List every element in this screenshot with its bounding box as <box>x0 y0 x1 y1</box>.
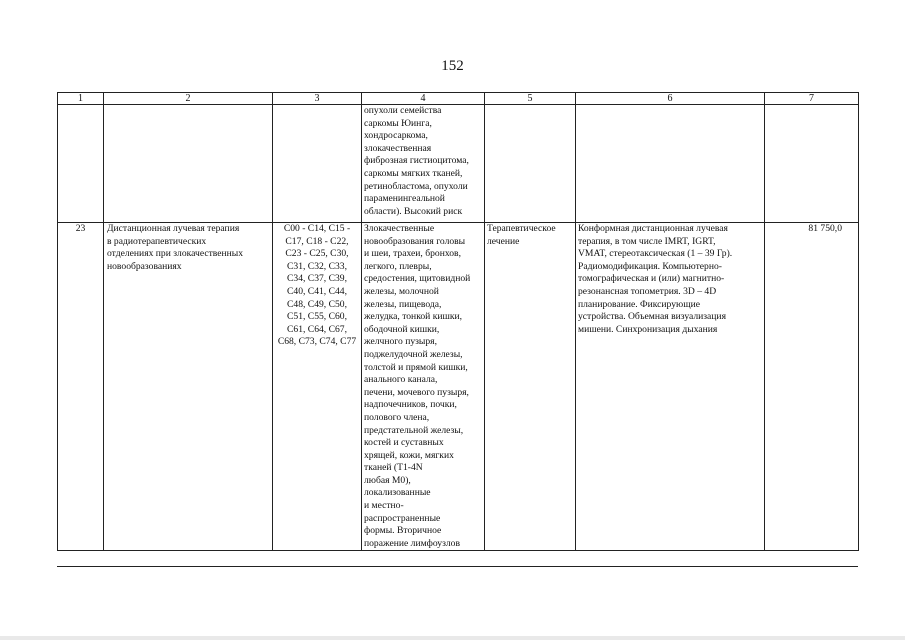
text-line: желудка, тонкой кишки, <box>364 311 463 323</box>
text-line: печени, мочевого пузыря, <box>364 386 469 398</box>
text-line: C48, C49, C50, <box>287 298 347 310</box>
text-line: хондросаркома, <box>364 130 428 142</box>
treatment-method <box>576 223 765 551</box>
patient-model <box>362 223 485 551</box>
text-line: C00 - C14, C15 - <box>283 223 351 234</box>
text-line: Дистанционная лучевая терапия <box>107 223 240 234</box>
text-line: распространенные <box>364 512 441 524</box>
text-line: костей и суставных <box>364 437 444 449</box>
text-line: опухоли семейства <box>364 105 442 116</box>
text-line: саркомы мягких тканей, <box>364 167 463 179</box>
medical-services-table <box>57 92 859 551</box>
treatment-type <box>485 223 576 551</box>
text-line: надпочечников, почки, <box>364 399 457 411</box>
table-bottom-rule <box>57 566 858 567</box>
text-line: предстательной железы, <box>364 424 464 436</box>
table-row-continuation <box>58 105 859 223</box>
text-line: полового члена, <box>364 411 430 423</box>
text-line: C34, C37, C39, <box>287 273 347 285</box>
service-name <box>104 223 273 551</box>
text-line: и местно- <box>364 500 404 512</box>
header-col-2: 2 <box>104 93 273 105</box>
cell-empty <box>765 105 859 223</box>
text-line: в радиотерапевтических <box>107 235 207 247</box>
text-line: анального канала, <box>364 374 438 386</box>
header-col-7: 7 <box>765 93 859 105</box>
text-line: железы, пищевода, <box>364 298 442 310</box>
cost-value: 81 750,0 <box>765 223 859 551</box>
cell-empty <box>576 105 765 223</box>
header-col-6: 6 <box>576 93 765 105</box>
text-line: новообразования головы <box>364 235 466 247</box>
cell-empty <box>485 105 576 223</box>
text-line: новообразованиях <box>107 260 182 272</box>
text-line: C51, C55, C60, <box>287 311 347 323</box>
text-line: ободочной кишки, <box>364 323 440 335</box>
header-col-5: 5 <box>485 93 576 105</box>
text-line: хрящей, кожи, мягких <box>364 449 454 461</box>
text-line: фиброзная гистиоцитома, <box>364 155 469 167</box>
text-line: планирование. Фиксирующие <box>578 298 700 310</box>
text-line: легкого, плевры, <box>364 260 432 272</box>
page-number: 152 <box>441 58 464 74</box>
text-line: любая M0), <box>364 474 411 486</box>
text-line: параменингеальной <box>364 193 445 205</box>
text-line: резонансная топометрия. 3D – 4D <box>578 285 717 297</box>
text-line: поражение лимфоузлов <box>364 537 461 549</box>
text-line: мишени. Синхронизация дыхания <box>578 323 718 335</box>
text-line: лечение <box>487 235 520 247</box>
text-line: поджелудочной железы, <box>364 348 463 360</box>
text-line: формы. Вторичное <box>364 525 442 537</box>
text-line: желчного пузыря, <box>364 336 437 348</box>
text-line: C23 - C25, C30, <box>285 248 349 260</box>
cell-model-continuation <box>362 105 485 223</box>
cell-empty <box>104 105 273 223</box>
row-number: 23 <box>58 223 104 551</box>
text-line: VMAT, стереотаксическая (1 – 39 Гр). <box>578 248 733 260</box>
scan-edge <box>0 636 905 640</box>
text-line: злокачественная <box>364 142 432 154</box>
text-line: и шеи, трахеи, бронхов, <box>364 248 461 260</box>
text-line: C31, C32, C33, <box>287 260 347 272</box>
text-line: саркомы Юинга, <box>364 117 432 129</box>
text-line: томографическая и (или) магнитно- <box>578 273 725 285</box>
header-col-3: 3 <box>273 93 362 105</box>
cell-empty <box>273 105 362 223</box>
text-line: C40, C41, C44, <box>287 285 347 297</box>
header-col-1: 1 <box>58 93 104 105</box>
text-line: средостения, щитовидной <box>364 273 471 285</box>
text-line: области). Высокий риск <box>364 205 463 217</box>
text-line: ретинобластома, опухоли <box>364 180 468 192</box>
text-line: Терапевтическое <box>487 223 556 234</box>
text-line: железы, молочной <box>364 285 439 297</box>
header-col-4: 4 <box>362 93 485 105</box>
text-line: терапия, в том числе IMRT, IGRT, <box>578 235 716 247</box>
text-line: C68, C73, C74, C77 <box>277 336 357 348</box>
text-line: Радиомодификация. Компьютерно- <box>578 260 722 272</box>
table-row-23 <box>58 223 859 551</box>
cell-empty <box>58 105 104 223</box>
text-line: C17, C18 - C22, <box>285 235 349 247</box>
text-line: локализованные <box>364 487 431 499</box>
text-line: устройства. Объемная визуализация <box>578 311 726 323</box>
header-row <box>58 93 859 105</box>
text-line: Конформная дистанционная лучевая <box>578 223 728 234</box>
icd-codes <box>273 223 362 551</box>
text-line: толстой и прямой кишки, <box>364 361 468 373</box>
text-line: C61, C64, C67, <box>287 323 347 335</box>
text-line: Злокачественные <box>364 223 435 234</box>
text-line: тканей (T1-4N <box>364 462 423 474</box>
text-line: отделениях при злокачественных <box>107 248 244 260</box>
